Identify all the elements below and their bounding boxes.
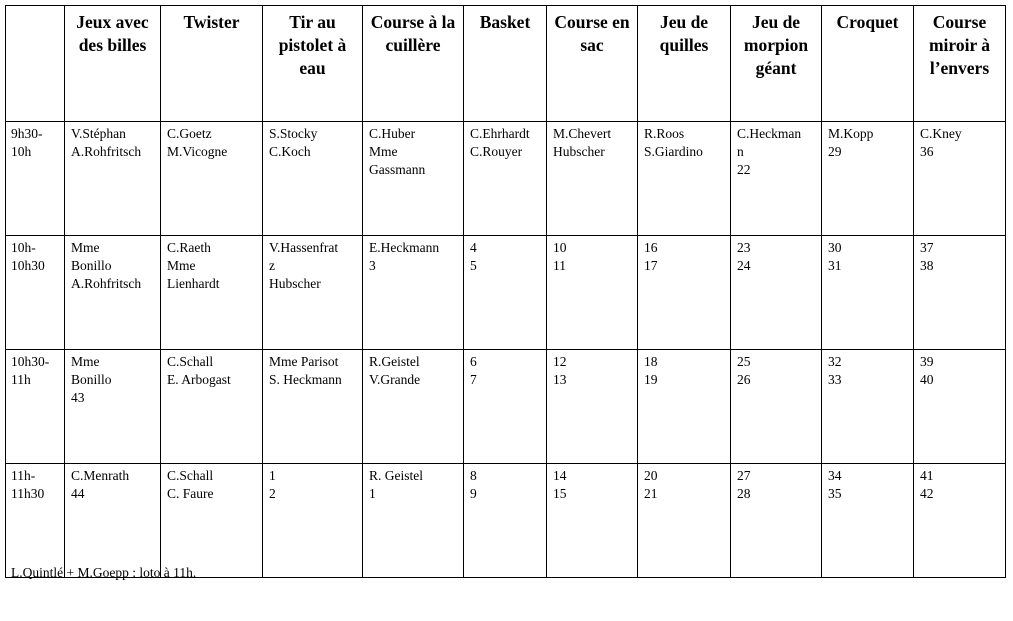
assignment-line: E.Heckmann (369, 240, 440, 255)
header-row (6, 6, 1006, 122)
schedule-table (5, 5, 1006, 578)
assignment-line: Mme Parisot (269, 354, 339, 369)
assignment-cell (822, 122, 914, 236)
assignment-line: 1 (369, 486, 376, 501)
assignment-line: E. Arbogast (167, 372, 231, 387)
assignment-line: 41 (920, 468, 934, 483)
assignment-cell (363, 464, 464, 578)
assignment-line: 13 (553, 372, 567, 387)
assignment-cell (464, 464, 547, 578)
assignment-line: z (269, 258, 275, 273)
time-slot-cell (6, 350, 65, 464)
assignment-line: 31 (828, 258, 842, 273)
assignment-line: 27 (737, 468, 751, 483)
assignment-cell (464, 236, 547, 350)
assignment-line: C.Menrath (71, 468, 130, 483)
assignment-line: Mme (167, 258, 196, 273)
assignment-cell (263, 122, 363, 236)
assignment-line: 37 (920, 240, 934, 255)
assignment-cell (914, 122, 1006, 236)
assignment-line: 40 (920, 372, 934, 387)
assignment-line: 10 (553, 240, 567, 255)
time-slot-cell (6, 122, 65, 236)
assignment-line: Bonillo (71, 258, 112, 273)
assignment-line: 44 (71, 486, 85, 501)
assignment-cell (547, 464, 638, 578)
assignment-cell (363, 236, 464, 350)
assignment-line: Hubscher (553, 144, 605, 159)
assignment-line: 23 (737, 240, 751, 255)
assignment-line: 26 (737, 372, 751, 387)
assignment-cell (914, 464, 1006, 578)
assignment-cell (464, 350, 547, 464)
header-corner-cell (6, 6, 65, 122)
assignment-line: 5 (470, 258, 477, 273)
assignment-cell (547, 122, 638, 236)
assignment-cell (731, 350, 822, 464)
time-slot-line: 10h30- (11, 354, 50, 369)
assignment-line: 16 (644, 240, 658, 255)
time-slot-line: 11h30 (11, 486, 45, 501)
assignment-line: 3 (369, 258, 376, 273)
header-activity-cell: Basket (464, 6, 547, 122)
header-activity-cell: Jeu de morpion géant (731, 6, 822, 122)
header-activity-cell: Jeux avec des billes (65, 6, 161, 122)
assignment-cell (65, 464, 161, 578)
assignment-line: C.Ehrhardt (470, 126, 530, 141)
assignment-cell (638, 464, 731, 578)
assignment-line: 7 (470, 372, 477, 387)
assignment-line: 32 (828, 354, 842, 369)
assignment-line: 17 (644, 258, 658, 273)
header-activity-cell: Twister (161, 6, 263, 122)
assignment-line: V.Grande (369, 372, 421, 387)
time-slot-cell (6, 236, 65, 350)
assignment-line: 29 (828, 144, 842, 159)
assignment-line: M.Chevert (553, 126, 612, 141)
footer-note: L.Quintlé + M.Goepp : loto à 11h. (11, 565, 197, 580)
assignment-line: C.Huber (369, 126, 416, 141)
assignment-line: 19 (644, 372, 658, 387)
assignment-line: 35 (828, 486, 842, 501)
assignment-line: 1 (269, 468, 276, 483)
assignment-line: S.Giardino (644, 144, 703, 159)
time-slot-line: 10h- (11, 240, 36, 255)
header-activity-cell: Course à la cuillère (363, 6, 464, 122)
assignment-cell (65, 236, 161, 350)
assignment-cell (161, 122, 263, 236)
assignment-line: 14 (553, 468, 567, 483)
assignment-cell (822, 464, 914, 578)
assignment-line: Mme (369, 144, 398, 159)
assignment-line: 12 (553, 354, 567, 369)
assignment-line: Bonillo (71, 372, 112, 387)
assignment-cell (263, 350, 363, 464)
assignment-cell (161, 236, 263, 350)
assignment-line: V.Stéphan (71, 126, 126, 141)
assignment-line: A.Rohfritsch (71, 144, 142, 159)
assignment-line: 2 (269, 486, 276, 501)
assignment-line: 4 (470, 240, 477, 255)
assignment-line: Mme (71, 240, 100, 255)
assignment-line: 34 (828, 468, 842, 483)
assignment-cell (161, 464, 263, 578)
assignment-cell (65, 122, 161, 236)
time-slot-line: 10h (11, 144, 32, 159)
header-activity-cell: Jeu de quilles (638, 6, 731, 122)
header-activity-cell: Course miroir à l’envers (914, 6, 1006, 122)
assignment-line: 22 (737, 162, 751, 177)
header-activity-cell: Tir au pistolet à eau (263, 6, 363, 122)
assignment-cell (731, 464, 822, 578)
table-row (6, 350, 1006, 464)
assignment-cell (363, 350, 464, 464)
time-slot-line: 11h- (11, 468, 36, 483)
assignment-line: 36 (920, 144, 934, 159)
assignment-cell (638, 122, 731, 236)
assignment-line: C.Koch (269, 144, 311, 159)
assignment-cell (822, 236, 914, 350)
assignment-line: 8 (470, 468, 477, 483)
assignment-line: 33 (828, 372, 842, 387)
assignment-cell (547, 236, 638, 350)
assignment-line: C.Schall (167, 468, 214, 483)
assignment-line: Hubscher (269, 276, 321, 291)
time-slot-line: 11h (11, 372, 31, 387)
assignment-line: R.Geistel (369, 354, 420, 369)
assignment-line: C.Goetz (167, 126, 212, 141)
assignment-line: R.Roos (644, 126, 685, 141)
assignment-cell (822, 350, 914, 464)
assignment-line: 11 (553, 258, 566, 273)
assignment-line: A.Rohfritsch (71, 276, 142, 291)
assignment-line: C.Heckman (737, 126, 802, 141)
assignment-line: 38 (920, 258, 934, 273)
time-slot-line: 9h30- (11, 126, 43, 141)
assignment-line: C.Kney (920, 126, 962, 141)
assignment-line: C.Schall (167, 354, 214, 369)
assignment-line: 43 (71, 390, 85, 405)
assignment-line: M.Kopp (828, 126, 874, 141)
assignment-cell (638, 236, 731, 350)
table-row (6, 464, 1006, 578)
assignment-cell (263, 464, 363, 578)
table-row (6, 236, 1006, 350)
assignment-line: 24 (737, 258, 751, 273)
assignment-cell (914, 350, 1006, 464)
assignment-cell (464, 122, 547, 236)
assignment-cell (731, 236, 822, 350)
assignment-line: 21 (644, 486, 658, 501)
assignment-line: Lienhardt (167, 276, 220, 291)
assignment-line: 25 (737, 354, 751, 369)
time-slot-line: 10h30 (11, 258, 45, 273)
assignment-line: R. Geistel (369, 468, 423, 483)
assignment-line: M.Vicogne (167, 144, 228, 159)
assignment-line: 20 (644, 468, 658, 483)
table-row (6, 122, 1006, 236)
assignment-line: 18 (644, 354, 658, 369)
schedule-body (6, 122, 1006, 578)
assignment-line: S. Heckmann (269, 372, 342, 387)
assignment-line: C.Raeth (167, 240, 211, 255)
assignment-cell (731, 122, 822, 236)
assignment-line: 39 (920, 354, 934, 369)
assignment-cell (914, 236, 1006, 350)
assignment-cell (263, 236, 363, 350)
time-slot-cell (6, 464, 65, 578)
assignment-cell (638, 350, 731, 464)
assignment-line: 15 (553, 486, 567, 501)
assignment-cell (547, 350, 638, 464)
assignment-line: 28 (737, 486, 751, 501)
assignment-line: S.Stocky (269, 126, 318, 141)
assignment-line: 6 (470, 354, 477, 369)
header-activity-cell: Croquet (822, 6, 914, 122)
assignment-cell (161, 350, 263, 464)
assignment-cell (65, 350, 161, 464)
assignment-line: 9 (470, 486, 477, 501)
assignment-cell (363, 122, 464, 236)
assignment-line: 42 (920, 486, 934, 501)
assignment-line: C.Rouyer (470, 144, 523, 159)
assignment-line: Mme (71, 354, 100, 369)
assignment-line: V.Hassenfrat (269, 240, 339, 255)
assignment-line: C. Faure (167, 486, 214, 501)
header-activity-cell: Course en sac (547, 6, 638, 122)
assignment-line: Gassmann (369, 162, 426, 177)
assignment-line: 30 (828, 240, 842, 255)
assignment-line: n (737, 144, 744, 159)
